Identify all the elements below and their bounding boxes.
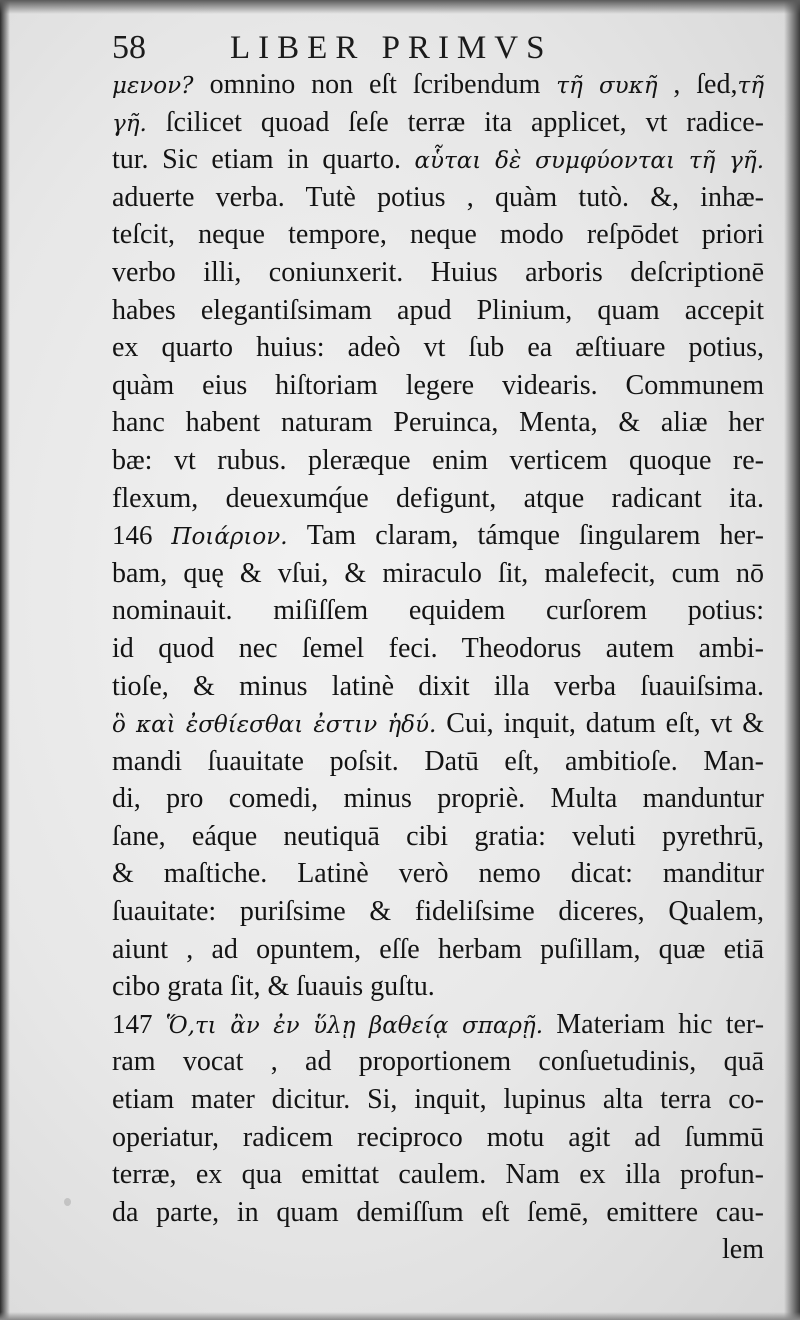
text-line (112, 1194, 764, 1232)
latin-text: cibo grata ſit, & ſuauis guſtu. (112, 971, 435, 1003)
greek-quotation: τῆ συκῆ (556, 73, 658, 99)
latin-text: teſcit, neque tempore, neque modo reſpōdet priori (112, 219, 764, 251)
text-line (112, 668, 764, 706)
latin-text: ſane, eáque neutiquā cibi gratia: veluti pyrethrū, (112, 820, 764, 852)
latin-text: ſcilicet quoad ſeſe terræ ita applicet, vt radice- (146, 106, 764, 138)
text-line (112, 104, 764, 142)
text-line (112, 1043, 764, 1081)
latin-text: etiam mater dicitur. Si, inquit, lupinus alta terra co- (112, 1084, 764, 1116)
latin-text: quàm eius hiſtoriam legere videaris. Communem (112, 369, 764, 401)
scan-edge-bottom (0, 1312, 800, 1320)
scan-edge-top (0, 0, 800, 14)
text-line (112, 329, 764, 367)
latin-text: id quod nec ſemel feci. Theodorus autem ambi- (112, 632, 764, 664)
text-line (112, 780, 764, 818)
ink-speck (64, 1198, 71, 1206)
text-line (112, 555, 764, 593)
latin-text: flexum, deuexumq́ue defigunt, atque radicant ita. (112, 482, 764, 514)
text-line (112, 254, 764, 292)
note-number: 146 (112, 520, 172, 551)
latin-text: & maſtiche. Latinè verò nemo dicat: manditur (112, 858, 764, 890)
latin-text: aduerte verba. Tutè potius , quàm tutò. &, inhæ- (112, 181, 764, 213)
greek-quotation: ὃ καὶ ἐσθίεσθαι ἐστιν ἡδύ. (112, 712, 437, 739)
text-line (112, 480, 764, 518)
greek-quotation: Ποιάριον. (171, 524, 288, 551)
text-line (112, 893, 764, 931)
latin-text: Materiam hic ter- (543, 1008, 764, 1040)
text-line (112, 1006, 764, 1044)
latin-text: da parte, in quam demiſſum eſt ſemē, emittere cau- (112, 1196, 764, 1228)
latin-text: nominauit. miſiſſem equidem curſorem potius: (112, 595, 764, 627)
scan-edge-left (0, 0, 10, 1320)
greek-quotation: Ὅ,τι ἂν ἐν ὕλῃ βαθείᾳ σπαρῇ. (165, 1012, 544, 1039)
latin-text: di, pro comedi, minus propriè. Multa manduntur (112, 783, 764, 815)
text-line (112, 292, 764, 330)
latin-text: omnino non eſt ſcribendum (209, 69, 557, 100)
text-line (112, 517, 764, 555)
latin-text: mandi ſuauitate poſsit. Datū eſt, ambitioſe. Man- (112, 745, 764, 777)
latin-text: bam, quę & vſui, & miraculo ſit, malefecit, cum nō (112, 557, 764, 589)
text-line (112, 404, 764, 442)
latin-text: tioſe, & minus latinè dixit illa verba ſuauiſsima. (112, 670, 764, 702)
latin-text: hanc habent naturam Peruinca, Menta, & aliæ her (112, 407, 764, 439)
note-number: 147 (112, 1008, 166, 1039)
text-line (112, 1119, 764, 1157)
greek-quotation: γῆ. (112, 110, 147, 137)
text-line (112, 216, 764, 254)
text-line (112, 367, 764, 405)
text-line (112, 179, 764, 217)
latin-text: , ſed, (657, 69, 738, 100)
text-line (112, 1231, 764, 1269)
page-number: 58 (112, 29, 146, 66)
latin-text: ram vocat , ad proportionem conſuetudinis, quā (112, 1046, 764, 1078)
text-line (112, 818, 764, 856)
text-line (112, 1081, 764, 1119)
latin-text: terræ, ex qua emittat caulem. Nam ex illa profun- (112, 1159, 764, 1191)
latin-text: tur. Sic etiam in quarto. (112, 144, 415, 176)
text-line (112, 1156, 764, 1194)
commentary-text (112, 66, 764, 1269)
text-line (112, 442, 764, 480)
latin-text: operiatur, radicem reciproco motu agit ad ſummū (112, 1121, 764, 1153)
latin-text: bæ: vt rubus. pleræque enim verticem quoque re- (112, 444, 764, 476)
latin-text: habes elegantiſsimam apud Plinium, quam accepit (112, 294, 764, 326)
text-line (112, 66, 764, 104)
latin-text: aiunt , ad opuntem, eſſe herbam puſillam, quæ etiā (112, 933, 764, 965)
greek-quotation: τῆ (737, 73, 764, 99)
text-line (112, 743, 764, 781)
text-line (112, 705, 764, 743)
text-line (112, 855, 764, 893)
text-line (112, 592, 764, 630)
running-head: LIBER PRIMVS (230, 30, 553, 66)
latin-text: ſuauitate: puriſsime & fideliſsime diceres, Qualem, (112, 896, 764, 928)
latin-text: lem (722, 1234, 764, 1266)
latin-text: Cui, inquit, datum eſt, vt & (436, 708, 764, 740)
text-line (112, 931, 764, 969)
latin-text: verbo illi, coniunxerit. Huius arboris deſcriptionē (112, 256, 764, 288)
greek-quotation: αὗται δὲ συμφύονται τῆ γῆ. (414, 148, 764, 175)
latin-text: ex quarto huius: adeò vt ſub ea æſtiuare potius, (112, 332, 764, 364)
text-line (112, 630, 764, 668)
latin-text: Tam claram, támque ſingularem her- (287, 520, 764, 552)
page-header (112, 24, 672, 68)
scan-edge-right (784, 0, 800, 1320)
greek-quotation: μενον? (112, 73, 210, 99)
text-line (112, 141, 764, 179)
text-line (112, 968, 764, 1006)
